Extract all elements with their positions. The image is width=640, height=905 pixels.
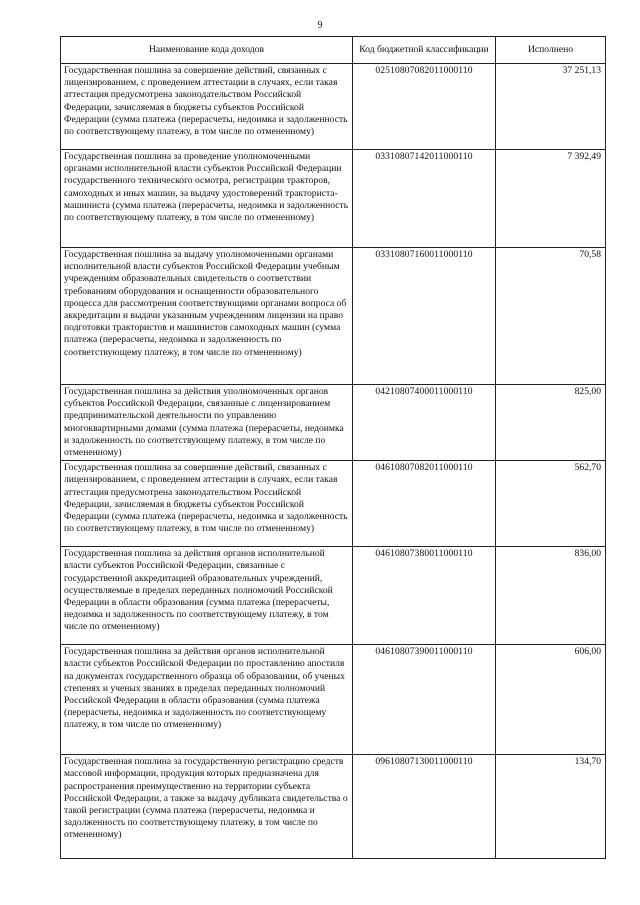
row-name: Государственная пошлина за действия органов исполнительной власти субъектов Российской Федерации по проставлению апостиля на документах государственного образца об образовании, об ученых степенях и ученых званиях в пределах переданных полномочий Российской Федерации в области образования (сумма платежа (перерасчеты, недоимка и задолженность по соответствующему платежу, в том числе по отмененному) — [61, 645, 353, 755]
table-row — [61, 461, 606, 547]
row-amount: 70,58 — [496, 248, 606, 385]
row-amount: 7 392,49 — [496, 150, 606, 248]
row-name: Государственная пошлина за государственную регистрацию средств массовой информации, продукция которых предназначена для распространения преимущественно на территории субъекта Российской Федерации, а также за выдачу дубликата свидетельства о такой регистрации (сумма платежа (перерасчеты, недоимка и задолженность по соответствующему платежу, в том числе по отмененному) — [61, 755, 353, 859]
header-name: Наименование кода доходов — [61, 37, 353, 64]
table-row — [61, 248, 606, 385]
row-name: Государственная пошлина за выдачу уполномоченными органами исполнительной власти субъектов Российской Федерации учебным учреждениям образовательных свидетельств о соответствии требованиям оборудования и оснащенности образовательного процесса для рассмотрения соответствующими органами вопроса об аккредитации и выдачи указанным учреждениям лицензии на право подготовки трактористов и машинистов самоходных машин (сумма платежа (перерасчеты, недоимка и задолженность по соответствующему платежу, в том числе по отмененному) — [61, 248, 353, 385]
revenue-table — [60, 36, 606, 859]
row-code: 04610807390011000110 — [353, 645, 496, 755]
row-name: Государственная пошлина за действия уполномоченных органов субъектов Российской Федерации, связанные с лицензированием предпринимательской деятельности по управлению многоквартирными домами (сумма платежа (перерасчеты, недоимка и задолженность по соответствующему платежу, в том числе по отмененному) — [61, 385, 353, 461]
row-code: 04210807400011000110 — [353, 385, 496, 461]
table-row — [61, 547, 606, 645]
row-code: 04610807082011000110 — [353, 461, 496, 547]
row-amount: 562,70 — [496, 461, 606, 547]
row-name: Государственная пошлина за проведение уполномоченными органами исполнительной власти субъектов Российской Федерации государственного технического осмотра, регистрации тракторов, самоходных и иных машин, за выдачу удостоверений тракториста- машиниста (сумма платежа (перерасчеты, недоимка и задолженность по соответствующему платежу, в том числе по отмененному) — [61, 150, 353, 248]
row-amount: 825,00 — [496, 385, 606, 461]
row-name: Государственная пошлина за действия органов исполнительной власти субъектов Российской Федерации, связанные с государственной аккредитацией образовательных учреждений, осуществляемые в пределах переданных полномочий Российской Федерации в области образования (сумма платежа (перерасчеты, недоимка и задолженность по соответствующему платежу, в том числе по отмененному) — [61, 547, 353, 645]
row-name: Государственная пошлина за совершение действий, связанных с лицензированием, с проведением аттестации в случаях, если такая аттестация предусмотрена законодательством Российской Федерации, зачисляемая в бюджеты субъектов Российской Федерации (сумма платежа (перерасчеты, недоимка и задолженность по соответствующему платежу, в том числе по отмененному) — [61, 461, 353, 547]
row-amount: 836,00 — [496, 547, 606, 645]
header-amount: Исполнено — [496, 37, 606, 64]
row-code: 09610807130011000110 — [353, 755, 496, 859]
page-number: 9 — [317, 20, 323, 31]
table-row — [61, 64, 606, 150]
row-amount: 37 251,13 — [496, 64, 606, 150]
row-name: Государственная пошлина за совершение действий, связанных с лицензированием, с проведением аттестации в случаях, если такая аттестация предусмотрена законодательством Российской Федерации, зачисляемая в бюджеты субъектов Российской Федерации (сумма платежа (перерасчеты, недоимка и задолженность по соответствующему платежу, в том числе по отмененному) — [61, 64, 353, 150]
table-row — [61, 385, 606, 461]
row-amount: 134,70 — [496, 755, 606, 859]
table-row — [61, 755, 606, 859]
row-amount: 606,00 — [496, 645, 606, 755]
table-header-row — [61, 37, 606, 64]
table-row — [61, 150, 606, 248]
row-code: 02510807082011000110 — [353, 64, 496, 150]
row-code: 03310807160011000110 — [353, 248, 496, 385]
row-code: 03310807142011000110 — [353, 150, 496, 248]
row-code: 04610807380011000110 — [353, 547, 496, 645]
table-row — [61, 645, 606, 755]
header-code: Код бюджетной классификации — [353, 37, 496, 64]
